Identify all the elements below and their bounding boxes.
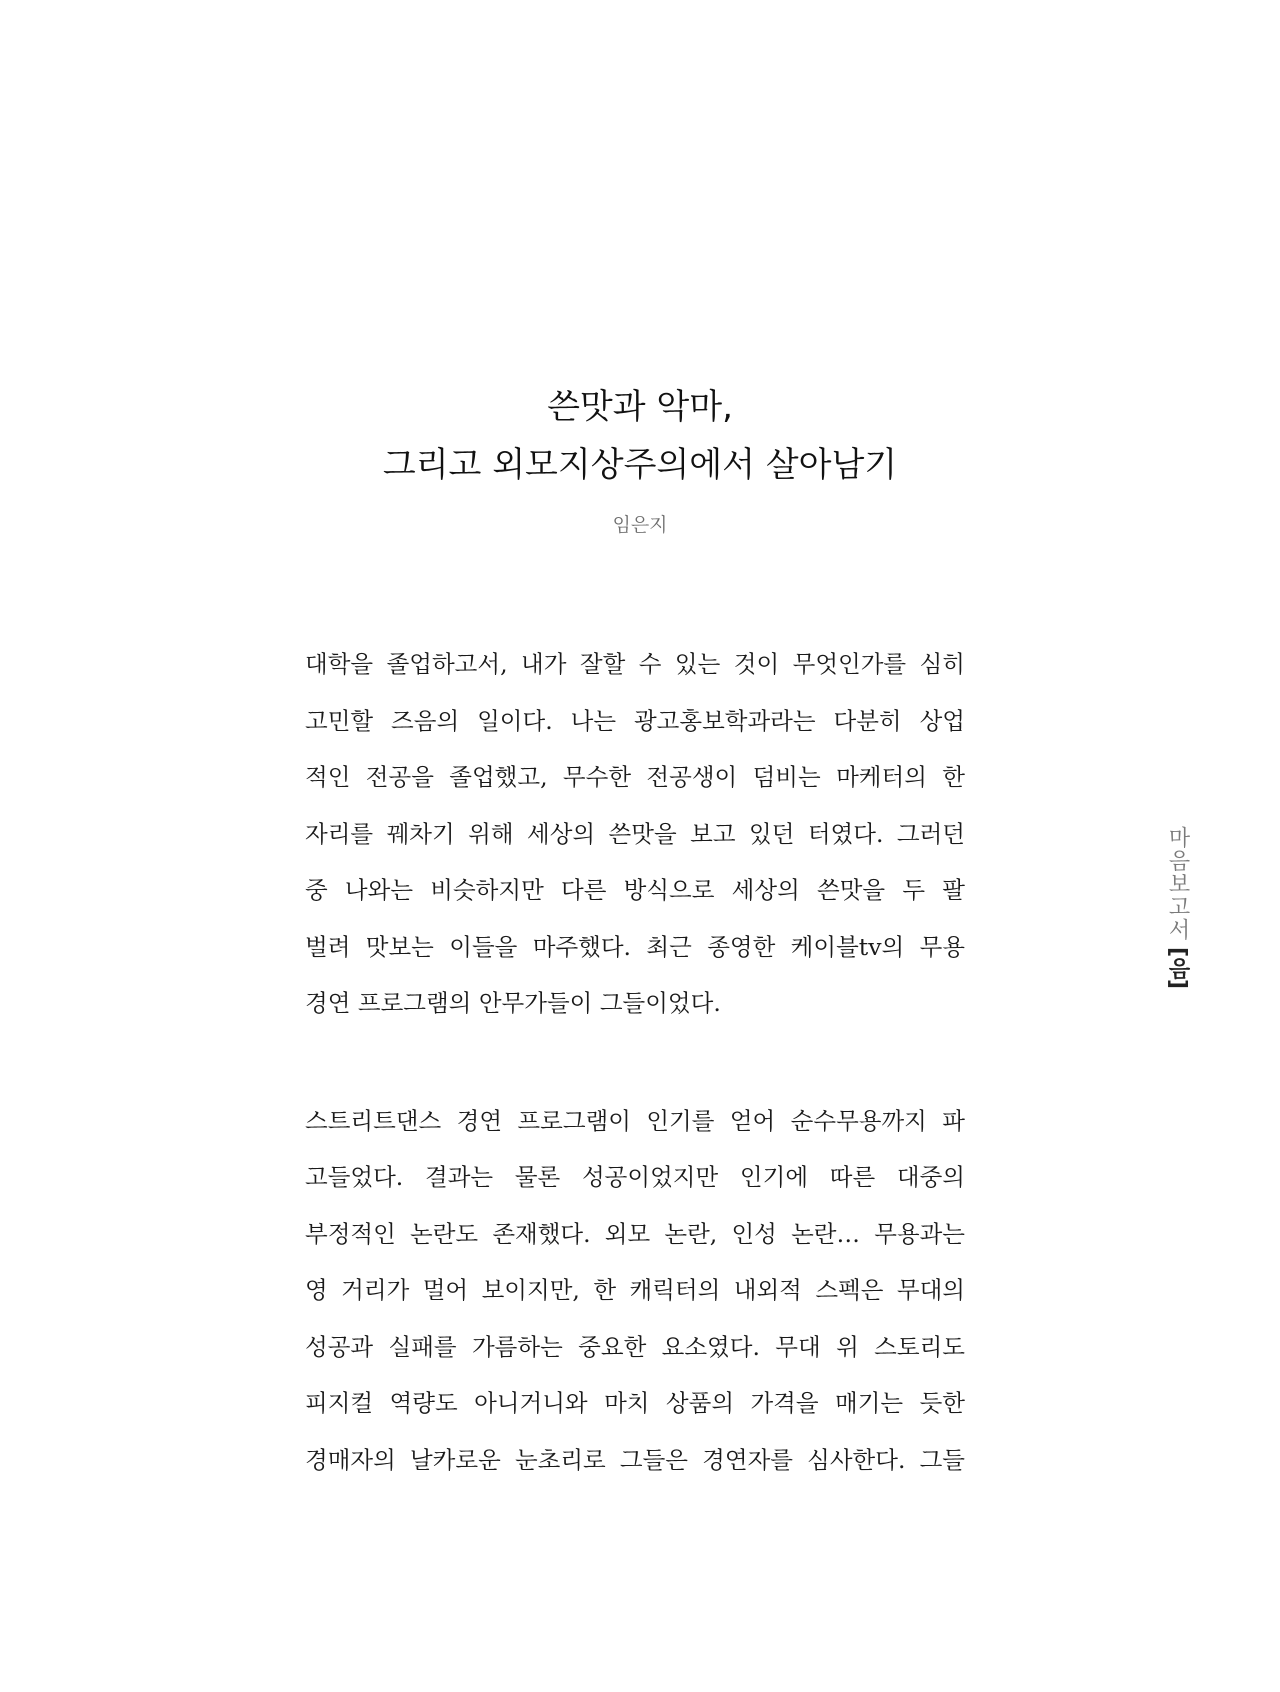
text-line: 고민할 즈음의 일이다. 나는 광고홍보학과라는 다분히 상업 (305, 706, 965, 735)
text-line: 경연 프로그램의 안무가들이 그들이었다. (305, 989, 721, 1017)
text-line: 성공과 실패를 가름하는 중요한 요소였다. 무대 위 스토리도 (305, 1332, 965, 1361)
title-line-2: 그리고 외모지상주의에서 살아남기 (382, 445, 898, 485)
text-line: 영 거리가 멀어 보이지만, 한 캐릭터의 내외적 스펙은 무대의 (305, 1276, 965, 1304)
article-body (305, 636, 965, 1549)
author-name: 임은지 (612, 514, 668, 536)
text-line: 자리를 꿰차기 위해 세상의 쓴맛을 보고 있던 터였다. 그러던 (305, 819, 965, 848)
text-line: 적인 전공을 졸업했고, 무수한 전공생이 덤비는 마케터의 한 (305, 763, 965, 791)
article-title (0, 378, 1280, 494)
section-marker: [음] (1165, 947, 1190, 990)
text-line: 벌려 맛보는 이들을 마주했다. 최근 종영한 케이블tv의 무용 (305, 932, 965, 961)
section-label-text: 마음보고서 (1165, 826, 1190, 941)
text-line: 스트리트댄스 경연 프로그램이 인기를 얻어 순수무용까지 파 (305, 1106, 965, 1135)
title-line-1: 쓴맛과 악마, (547, 387, 733, 427)
paragraph-1 (305, 636, 965, 1032)
text-line: 경매자의 날카로운 눈초리로 그들은 경연자를 심사한다. 그들 (305, 1445, 965, 1474)
text-line: 중 나와는 비슷하지만 다른 방식으로 세상의 쓴맛을 두 팔 (305, 876, 965, 904)
text-line: 부정적인 논란도 존재했다. 외모 논란, 인성 논란… 무용과는 (305, 1219, 965, 1248)
text-line: 고들었다. 결과는 물론 성공이었지만 인기에 따른 대중의 (305, 1163, 965, 1191)
paragraph-2 (305, 1093, 965, 1489)
section-side-label (1160, 826, 1194, 1006)
text-line: 피지컬 역량도 아니거니와 마치 상품의 가격을 매기는 듯한 (305, 1389, 965, 1417)
text-line: 대학을 졸업하고서, 내가 잘할 수 있는 것이 무엇인가를 심히 (305, 650, 965, 678)
